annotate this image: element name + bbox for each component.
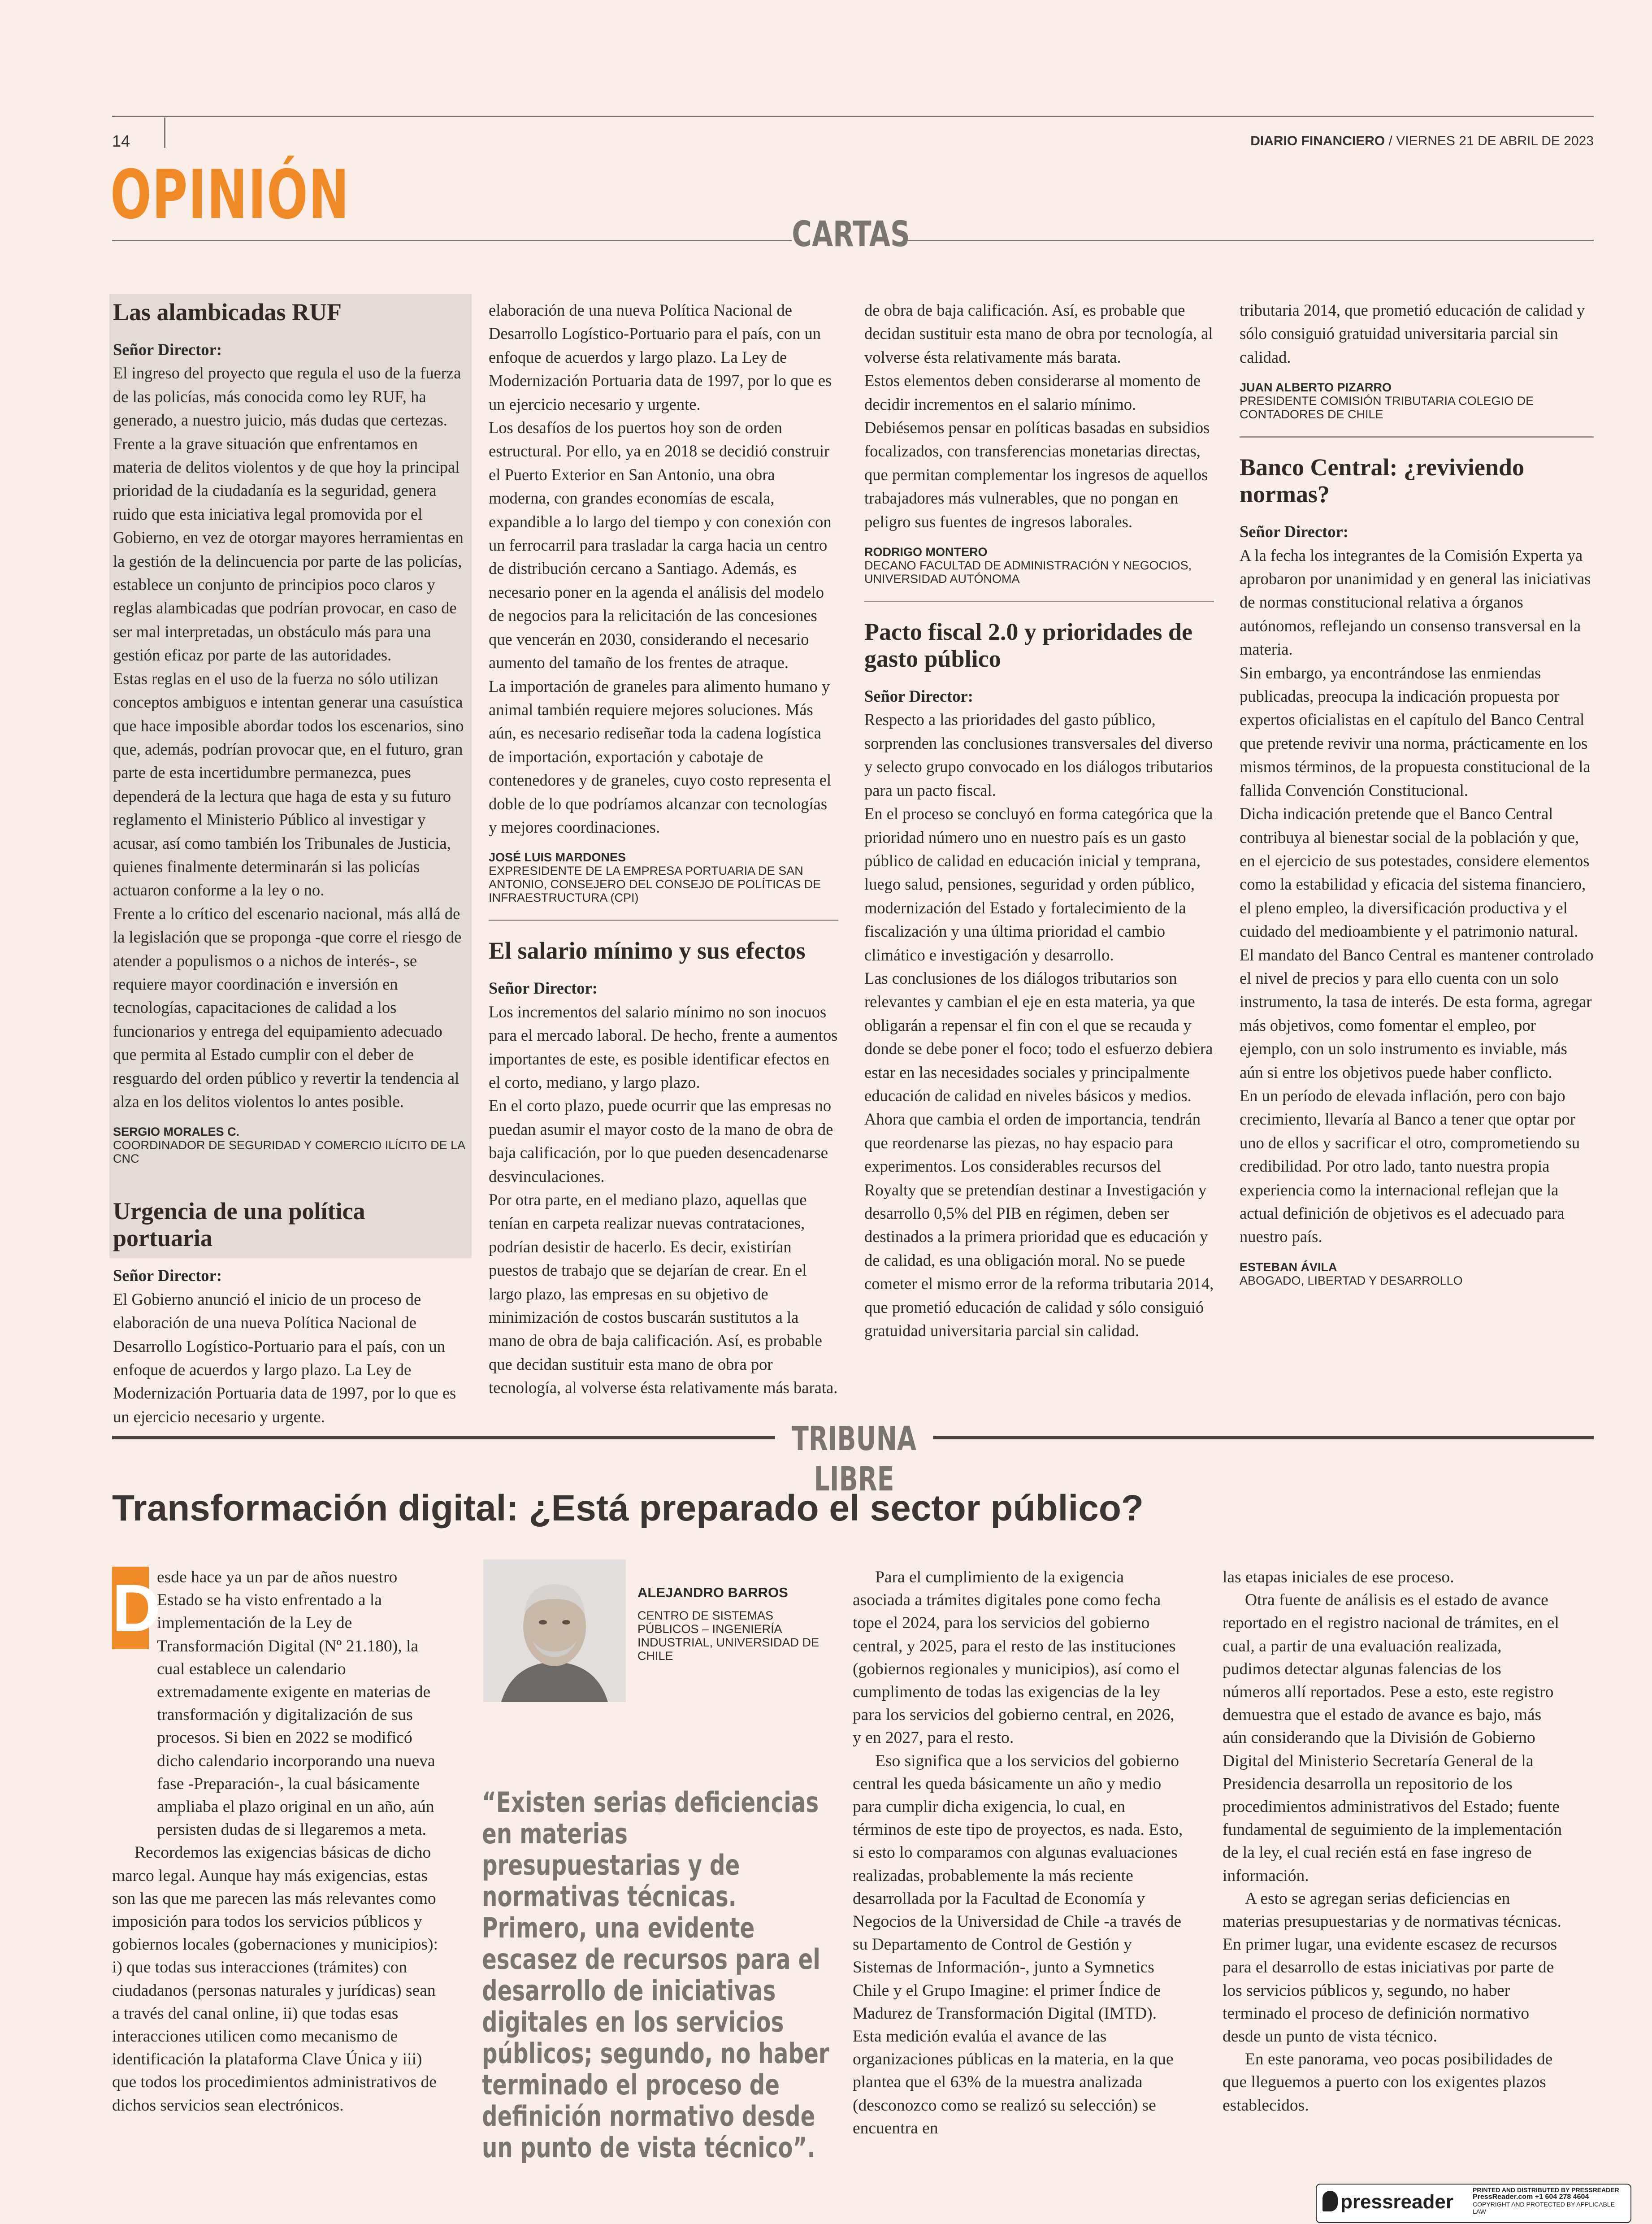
letter-signature-role: DECANO FACULTAD DE ADMINISTRACIÓN Y NEGOCIOS, UNIVERSIDAD AUTÓNOMA <box>864 559 1192 586</box>
top-rule <box>112 116 1594 117</box>
letter-paragraph-continued: tributaria 2014, que prometió educación de calidad y sólo consiguió gratuidad universitaria parcial sin calidad. <box>1240 301 1585 366</box>
letter-signature-role: COORDINADOR DE SEGURIDAD Y COMERCIO ILÍCITO DE LA CNC <box>113 1138 465 1166</box>
letter-paragraph: Los incrementos del salario mínimo no son inocuos para el mercado laboral. De hecho, frente a aumentos importantes de este, es posible identificar efectos en el corto, mediano, y largo plazo. <box>489 1002 838 1091</box>
letter-separator <box>864 601 1214 602</box>
article-column-4 <box>1223 1566 1563 2117</box>
pressreader-notice <box>1473 2186 1627 2215</box>
letter-paragraph: Estas reglas en el uso de la fuerza no sólo utilizan conceptos ambiguos e intentan generar una casuística que hace imposible abordar todos los escenarios, sino que, además, podrían provocar que, en el futuro, gran parte de esta incertidumbre permanezca, pues dependerá de la lectura que haga de esta y su futuro reglamento el Ministerio Público al investigar y acusar, así como también los Tribunales de Justicia, quienes finalmente determinarán si las policías actuaron conforme a la ley o no. <box>113 669 464 899</box>
letter-signature-name: SERGIO MORALES C. <box>113 1125 240 1139</box>
author-affiliation: CENTRO DE SISTEMAS PÚBLICOS – INGENIERÍA INDUSTRIAL, UNIVERSIDAD DE CHILE <box>637 1609 819 1663</box>
letter-title: Pacto fiscal 2.0 y prioridades de gasto público <box>864 618 1192 673</box>
letter-signature-name: RODRIGO MONTERO <box>864 545 988 559</box>
letter-paragraph: Respecto a las prioridades del gasto público, sorprenden las conclusiones transversales del diverso y selecto grupo convocado en los diálogos tributarios para un pacto fiscal. <box>864 710 1213 799</box>
letter-title: Banco Central: ¿reviviendo normas? <box>1240 454 1524 508</box>
article-paragraph: las etapas iniciales de ese proceso. <box>1223 1568 1454 1586</box>
letter-paragraph: Frente a lo crítico del escenario nacional, más allá de la legislación que se proponga -que corre el riesgo de atender a populismos o a nichos de interés-, se requiere mayor coordinación e inversión en tecnologías, capacitaciones de calidad a los funcionarios y entrega del equipamiento adecuado que permita al Estado cumplir con el deber de resguardo del orden público y revertir la tendencia al alza en los delitos violentos lo antes posible. <box>113 904 462 1111</box>
letter-title: Urgencia de una política portuaria <box>113 1198 365 1252</box>
letter-paragraph: Frente a la grave situación que enfrentamos en materia de delitos violentos y de que hoy la principal prioridad de la ciudadanía es la seguridad, genera ruido que esta iniciativa legal promovida por el Gobierno, en vez de otorgar mayores herramientas en la gestión de la delincuencia por parte de las policías, establece un conjunto de principios poco claros y reglas alambicadas que podrían provocar, en caso de ser mal interpretadas, un obstáculo más para una gestión eficaz por parte de las autoridades. <box>113 434 464 665</box>
article-paragraph: Otra fuente de análisis es el estado de avance reportado en el registro nacional de trámites, en el cual, a partir de una evaluación realizada, pudimos detectar algunas falencias de los números allí reportados. Pese a esto, este registro demuestra que el estado de avance es bajo, más aún considerando que la División de Gobierno Digital del Ministerio Secretaría General de la Presidencia desarrolla un repositorio de los procedimientos administrativos del Estado; fuente fundamental de seguimiento de la implementación de la ley, el cual recién está en fase ingreso de información. <box>1223 1591 1562 1885</box>
letter-paragraph: Los desafíos de los puertos hoy son de orden estructural. Por ello, ya en 2018 se decidió construir el Puerto Exterior en San Antonio, una obra moderna, con grandes economías de escala, expandible a lo largo del tiempo y con conexión con un ferrocarril para trasladar la carga hacia un centro de distribución cercano a Santiago. Además, es necesario poner en la agenda el análisis del modelo de negocios para la relicitación de las concesiones que vencerán en 2030, considerando el necesario aumento del tamaño de los frentes de atraque. <box>489 418 832 672</box>
letter-paragraph: El Gobierno anunció el inicio de un proceso de elaboración de una nueva Política Nacional de Desarrollo Logístico-Portuario para el país, con un enfoque de acuerdos y largo plazo. La Ley de Modernización Portuaria data de 1997, por lo que es un ejercicio necesario y urgente. <box>113 1290 456 1426</box>
letter-title: Las alambicadas RUF <box>113 299 342 326</box>
masthead <box>1250 134 1594 149</box>
letter-signature-role: PRESIDENTE COMISIÓN TRIBUTARIA COLEGIO DE CONTADORES DE CHILE <box>1240 394 1534 421</box>
issue-date: / VIERNES 21 DE ABRIL DE 2023 <box>1385 134 1594 148</box>
letter-paragraph: La importación de graneles para alimento humano y animal también requiere mejores soluciones. Más aún, es necesario rediseñar toda la cadena logística de importación, exportación y cabotaje de contenedores y de graneles, cuyo costo representa el doble de lo que podríamos alcanzar con tecnologías y mejores coordinaciones. <box>489 677 832 836</box>
cartas-column-2 <box>489 299 838 1397</box>
article-paragraph: Para el cumplimiento de la exigencia asociada a trámites digitales pone como fecha tope el 2024, para los servicios del gobierno central, y 2025, para el resto de las instituciones (gobiernos regionales y municipios), así como el cumplimento de todas las exigencias de la ley para los servicios del gobierno central, en 2026, y en 2027, para el resto. <box>853 1568 1180 1747</box>
letter-paragraph: Por otra parte, en el mediano plazo, aquellas que tenían en carpeta realizar nuevas contrataciones, podrían desistir de hacerlo. Es decir, existirían puestos de trabajo que se dejarían de crear. En el largo plazo, las empresas en su objetivo de minimización de costos buscarán sustitutos a la mano de obra de baja calificación. Así, es probable que decidan sustituir esta mano de obra por tecnología, al volverse ésta relativamente más barata. <box>489 1190 838 1397</box>
letter-paragraph: En el corto plazo, puede ocurrir que las empresas no puedan asumir el mayor costo de la mano de obra de baja calificación, por lo que pueden desencadenarse desvinculaciones. <box>489 1096 833 1186</box>
article-paragraph: Recordemos las exigencias básicas de dicho marco legal. Aunque hay más exigencias, estas son las que me parecen las más relevantes como imposición para todos los servicios públicos y gobiernos locales (gobernaciones y municipios): i) que todas sus interacciones (trámites) con ciudadanos (personas naturales y jurídicas) sean a través del canal online, ii) que todas esas interacciones utilicen como mecanismo de identificación la plataforma Clave Única y iii) que todos los procedimientos administrativos de dichos servicios sean electrónicos. <box>112 1843 438 2115</box>
article-column-1 <box>112 1566 446 2117</box>
cartas-column-4 <box>1240 299 1594 1287</box>
letter-signature-name: JUAN ALBERTO PIZARRO <box>1240 381 1392 395</box>
letter-signature-role: ABOGADO, LIBERTAD Y DESARROLLO <box>1240 1273 1463 1287</box>
letter-paragraph-continued: elaboración de una nueva Política Nacional de Desarrollo Logístico-Portuario para el país, con un enfoque de acuerdos y largo plazo. La Ley de Modernización Portuaria data de 1997, por lo que es un ejercicio necesario y urgente. <box>489 301 832 413</box>
letter-salutation: Señor Director: <box>1240 522 1348 541</box>
page-number-divider <box>164 117 165 148</box>
article-title: Transformación digital: ¿Está preparado el sector público? <box>112 1488 1144 1529</box>
page-number: 14 <box>112 132 130 150</box>
cartas-column-1 <box>113 299 465 1426</box>
article-paragraph: En este panorama, veo pocas posibilidades de que lleguemos a puerto con los exigentes plazos establecidos. <box>1223 2050 1553 2115</box>
pressreader-logo: pressreader <box>1340 2191 1453 2213</box>
letter-salutation: Señor Director: <box>113 1266 222 1285</box>
letter-paragraph: En el proceso se concluyó en forma categórica que la prioridad número uno en nuestro país es un gasto público de calidad en educación inicial y temprana, luego salud, pensiones, seguridad y orden público, modernización del Estado y fortalecimiento de la fiscalización y una última prioridad el cambio climático e investigación y desarrollo. <box>864 804 1213 964</box>
pressreader-icon <box>1322 2191 1338 2211</box>
letter-paragraph: Las conclusiones de los diálogos tributarios son relevantes y cambian el eje en esta materia, ya que obligarán a repensar el fin con el que se recauda y donde se debe poner el foco; todo el esfuerzo debiera estar en las necesidades sociales y principalmente educación de calidad en niveles básicos y medios. <box>864 969 1213 1105</box>
letter-signature-name: JOSÉ LUIS MARDONES <box>489 851 626 864</box>
section-title: OPINIÓN <box>110 156 350 234</box>
letter-paragraph: En un período de elevada inflación, pero con bajo crecimiento, llevaría al Banco a tener que optar por uno de ellos y sacrificar el otro, comprometiendo su credibilidad. Por otro lado, tanto nuestra propia experiencia como la internacional reflejan que la actual definición de objetivos es el adecuado para nuestro país. <box>1240 1086 1580 1246</box>
publication-name: DIARIO FINANCIERO <box>1250 134 1385 148</box>
letter-paragraph: A la fecha los integrantes de la Comisión Experta ya aprobaron por unanimidad y en general las iniciativas de normas constitucional relativa a órganos autónomos, reflejando un consenso transversal en la materia. <box>1240 546 1591 659</box>
letter-paragraph-continued: de obra de baja calificación. Así, es probable que decidan sustituir esta mano de obra por tecnología, al volverse ésta relativamente más barata. <box>864 301 1213 366</box>
letter-paragraph: Estos elementos deben considerarse al momento de decidir incrementos en el salario mínimo. Debiésemos pensar en políticas basadas en subsidios focalizados, con transferencias monetarias directas, que permitan complementar los ingresos de aquellos trabajadores más vulnerables, que no pongan en peligro sus fuentes de ingresos laborales. <box>864 371 1210 531</box>
letter-paragraph: Ahora que cambia el orden de importancia, tendrán que reordenarse las piezas, no hay espacio para experimentos. Los considerables recursos del Royalty que se pretendían destinar a Investigación y desarrollo 0,5% del PIB en régimen, deben ser destinados a la primera prioridad que es educación y de calidad, es una obligación moral. No se puede cometer el mismo error de la reforma tributaria 2014, que prometió educación de calidad y sólo consiguió gratuidad universitaria parcial sin calidad. <box>864 1110 1214 1340</box>
pressreader-line: COPYRIGHT AND PROTECTED BY APPLICABLE LAW <box>1473 2201 1615 2215</box>
letter-signature-name: ESTEBAN ÁVILA <box>1240 1260 1337 1274</box>
letter-separator <box>1240 436 1594 438</box>
article-paragraph: esde hace ya un par de años nuestro Estado se ha visto enfrentado a la implementación de la Ley de Transformación Digital (Nº 21.180), la cual establece un calendario extremadamente exigente en materias de transformación y digitalización de sus procesos. Si bien en 2022 se modificó dicho calendario incorporando una nueva fase -Preparación-, la cual básicamente ampliaba el plazo original en un año, aún persisten dudas de si llegaremos a meta. <box>157 1568 435 1839</box>
tribuna-label: TRIBUNA LIBRE <box>775 1419 933 1499</box>
letter-salutation: Señor Director: <box>489 979 598 998</box>
letter-paragraph: Sin embargo, ya encontrándose las enmiendas publicadas, preocupa la indicación propuesta por expertos oficialistas en el capítulo del Banco Central que pretende revivir una norma, prácticamente en los mismos términos, de la propuesta constitucional de la fallida Convención Constitucional. <box>1240 663 1591 799</box>
author-name: ALEJANDRO BARROS <box>637 1585 788 1600</box>
cartas-label: CARTAS <box>792 214 910 255</box>
pull-quote: “Existen serias deficiencias en materias presupuestarias y de normativas técnicas. Primero, una evidente escasez de recursos para el desarrollo de iniciativas digitales en los servicios públicos; segundo, no haber terminado el proceso de definición normativo desde un punto de vista técnico”. <box>482 1786 829 2164</box>
article-column-3 <box>853 1566 1184 2140</box>
pressreader-line: PressReader.com +1 604 278 4604 <box>1473 2193 1589 2201</box>
letter-signature-role: EXPRESIDENTE DE LA EMPRESA PORTUARIA DE SAN ANTONIO, CONSEJERO DEL CONSEJO DE POLÍTICAS DE INFRAESTRUCTURA (CPI) <box>489 864 821 905</box>
letter-salutation: Señor Director: <box>864 687 973 706</box>
letter-paragraph: El ingreso del proyecto que regula el uso de la fuerza de las policías, más conocida como ley RUF, ha generado, a nuestro juicio, más dudas que certezas. <box>113 364 461 430</box>
letter-paragraph: Dicha indicación pretende que el Banco Central contribuya al bienestar social de la población y que, en el ejercicio de sus potestades, considere elementos como la estabilidad y eficacia del sistema financiero, el pleno empleo, la diversificación productiva y el cuidado del medioambiente y el patrimonio natural. <box>1240 804 1590 941</box>
pressreader-line: PRINTED AND DISTRIBUTED BY PRESSREADER <box>1473 2186 1619 2194</box>
letter-salutation: Señor Director: <box>113 340 222 359</box>
letter-separator <box>489 920 838 921</box>
drop-cap: D <box>112 1567 149 1649</box>
letter-paragraph: El mandato del Banco Central es mantener controlado el nivel de precios y para ello cuenta con un solo instrumento, la tasa de interés. De esta forma, agregar más objetivos, como fomentar el empleo, por ejemplo, con un solo instrumento es inviable, más aún si entre los objetivos puede haber conflicto. <box>1240 945 1594 1082</box>
author-portrait-image <box>483 1559 626 1702</box>
article-paragraph: A esto se agregan serias deficiencias en materias presupuestarias y de normativas técnicas. En primer lugar, una evidente escasez de recursos para el desarrollo de estas iniciativas por parte de los servicios públicos y, segundo, no haber terminado el proceso de definición normativo desde un punto de vista técnico. <box>1223 1889 1561 2046</box>
letter-title: El salario mínimo y sus efectos <box>489 937 806 964</box>
author-photo <box>483 1559 626 1702</box>
cartas-column-3 <box>864 299 1214 1340</box>
article-paragraph: Eso significa que a los servicios del gobierno central les queda básicamente un año y medio para cumplir dicha exigencia, lo cual, en términos de este tipo de proyectos, es nada. Esto, si esto lo comparamos con algunas evaluaciones realizadas, probablemente la más reciente desarrollada por la Facultad de Economía y Negocios de la Universidad de Chile -a través de su Departamento de Control de Gestión y Sistemas de Información-, junto a Symnetics Chile y el Grupo Imagine: el primer Índice de Madurez de Transformación Digital (IMTD). Esta medición evalúa el avance de las organizaciones públicas en la materia, en la que plantea que el 63% de la muestra analizada (desconozco como se realizó su selección) se encuentra en <box>853 1751 1183 2137</box>
